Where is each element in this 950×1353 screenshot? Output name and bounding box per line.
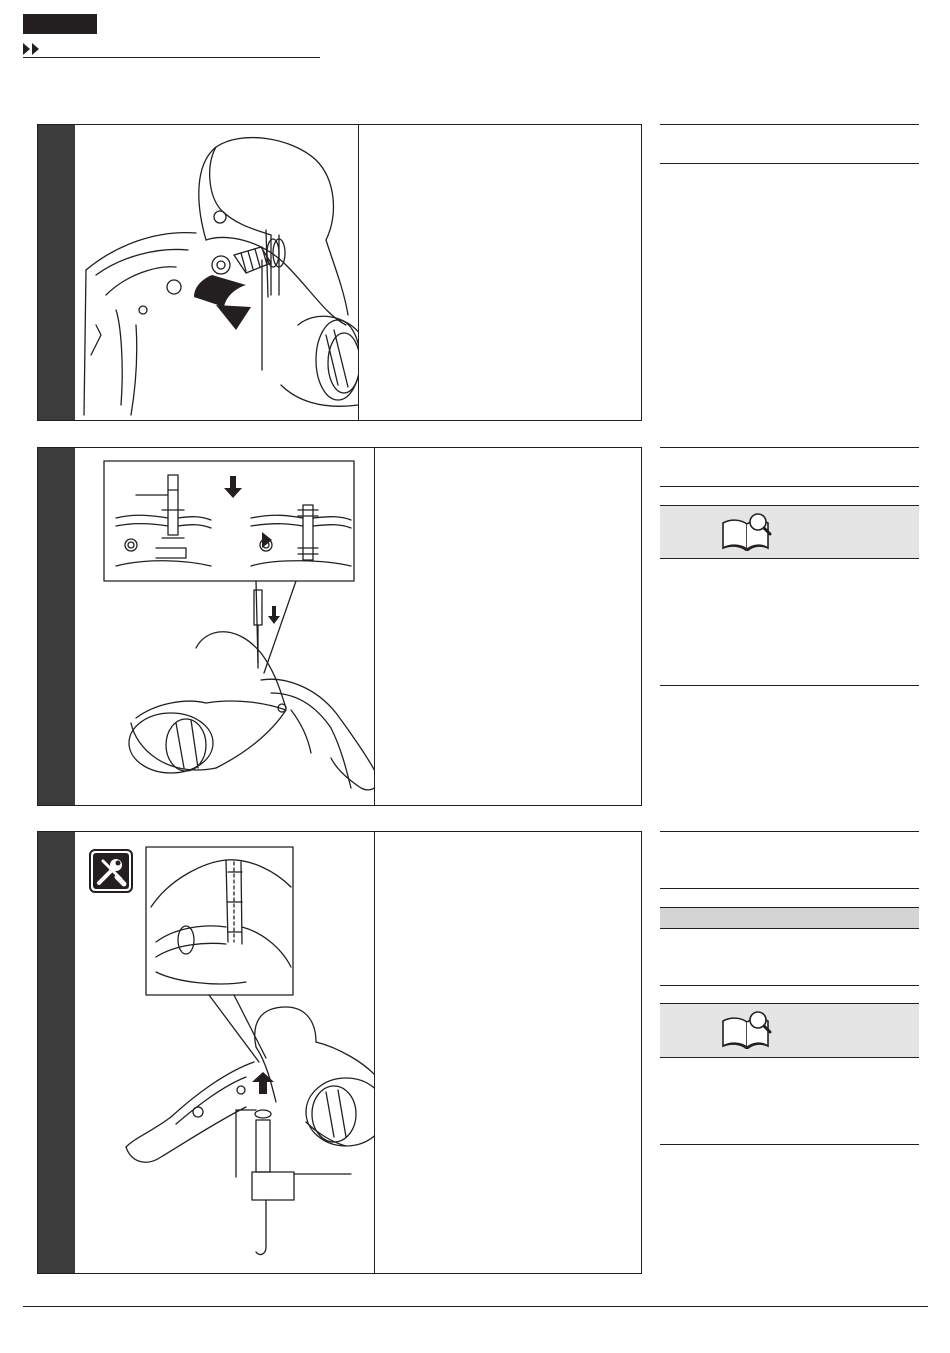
open-book-magnifier-icon: [720, 511, 776, 551]
step-1-panel: [37, 124, 642, 421]
step-2-illustration: [76, 448, 374, 805]
header-rule: [23, 57, 320, 58]
sidebar-rule: [660, 163, 919, 164]
double-right-triangle-icon: [23, 42, 43, 56]
step-number-band: [38, 448, 75, 805]
sidebar-rule: [660, 685, 919, 686]
sidebar-rule: [660, 124, 919, 125]
note-bar: [660, 907, 919, 929]
sidebar-rule: [660, 888, 919, 889]
sidebar-rule: [660, 447, 919, 448]
sidebar-rule: [660, 1144, 919, 1145]
step-number-band: [38, 832, 75, 1273]
step-number-band: [38, 125, 75, 420]
section-label-block: [23, 14, 97, 34]
step-2-panel: [37, 447, 642, 806]
step-3-panel: [37, 831, 642, 1274]
sidebar-rule: [660, 831, 919, 832]
step-3-illustration: [76, 832, 374, 1273]
sidebar-rule: [660, 985, 919, 986]
reference-box: [660, 1003, 919, 1058]
reference-box: [660, 505, 919, 559]
open-book-magnifier-icon: [720, 1009, 776, 1049]
arrow-icon: [224, 476, 280, 624]
step-1-illustration: [76, 125, 358, 420]
step-divider: [374, 448, 375, 805]
step-divider: [374, 832, 375, 1273]
sidebar-rule: [660, 486, 919, 487]
footer-rule: [23, 1306, 928, 1307]
step-divider: [358, 125, 359, 420]
arrow-icon: [194, 275, 251, 330]
